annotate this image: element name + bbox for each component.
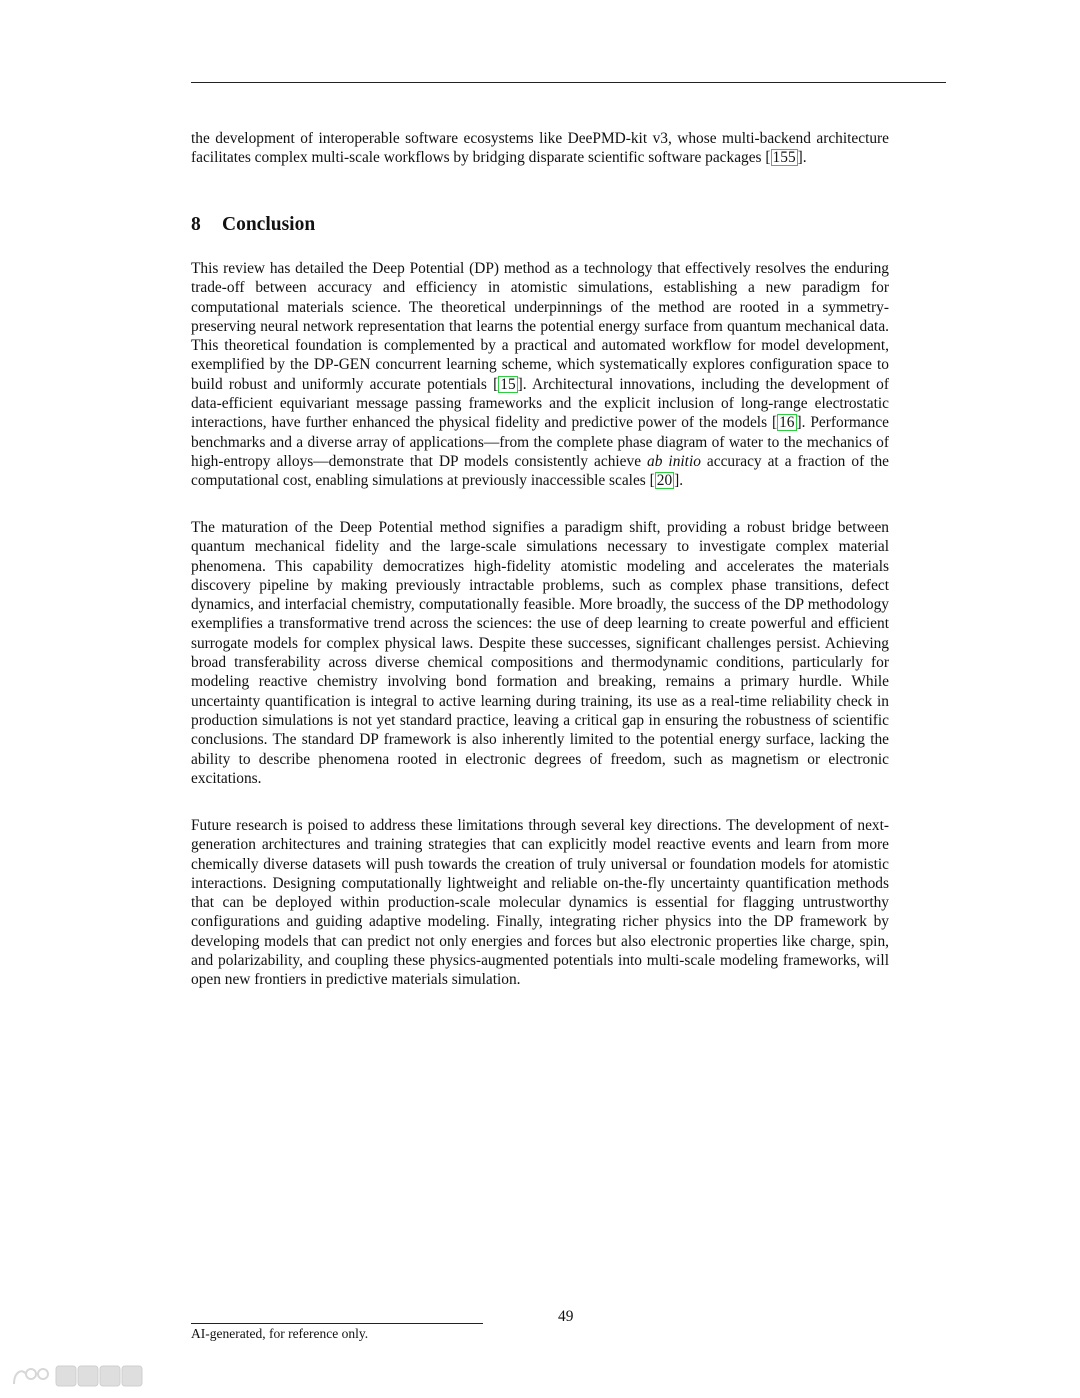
paragraph-text: This review has detailed the Deep Potential (DP) method as a technology that effectively resolves the enduring trade-off between accuracy and efficiency in atomistic simulations, establishing a new paradigm for computational materials science. The theoretical underpinnings of the method are rooted in a symmetry-preserving neural network representation that learns the potential energy surface from quantum mechanical data. This theoretical foundation is complemented by a practical and automated workflow for model development, exemplified by the DP-GEN concurrent learning scheme, which systematically explores configuration space to build robust and uniformly accurate potentials [ 15 ]. Architectural innovations, including the development of data-efficient equivariant message passing frameworks and the explicit inclusion of long-range electrostatic interactions, have further enhanced the physical fidelity and predictive power of the models [ 16 ]. Performance benchmarks and a diverse array of applications—from the complete phase diagram of water to the mechanics of high-entropy alloys—demonstrate that DP models consistently achieve ab initio accuracy at a fraction of the computational cost, enabling simulations at previously inaccessible scales [ 20 ].	[191, 260, 889, 490]
section-title: Conclusion	[222, 214, 316, 235]
paragraph-intro-continuation	[191, 129, 889, 168]
footnote-rule	[191, 1323, 483, 1324]
citation-link[interactable]: 15	[500, 375, 516, 393]
page-number: 49	[558, 1308, 574, 1325]
paragraph-text: Future research is poised to address these limitations through several key directions. The development of next-generation architectures and training strategies that can explicitly model reactive events and learn from more chemically diverse datasets will push towards the creation of truly universal or foundation models for atomistic interactions. Designing computationally lightweight and reliable on-the-fly uncertainty quantification methods that can be deployed within production-scale molecular dynamics is essential for flagging untrustworthy configurations and guiding adaptive modeling. Finally, integrating richer physics into the DP framework by developing models that can predict not only energies and forces but also electronic properties like charge, spin, and polarizability, and coupling these physics-augmented potentials into multi-scale modeling frameworks, will open new frontiers in predictive materials simulation.	[191, 817, 889, 989]
paragraph-conclusion-2	[191, 518, 889, 788]
header-rule	[191, 82, 946, 83]
citation-link[interactable]: 20	[656, 472, 673, 490]
italic-term: ab initio	[647, 452, 701, 470]
paragraph-text: The maturation of the Deep Potential method signifies a paradigm shift, providing a robust bridge between quantum mechanical fidelity and the large-scale simulations necessary to investigate complex material phenomena. This capability democratizes high-fidelity atomistic modeling and accelerates the materials discovery pipeline by making previously intractable problems, such as complex phase transitions, defect dynamics, and interfacial chemistry, computationally feasible. More broadly, the success of the DP methodology exemplifies a transformative trend across the sciences: the use of deep learning to create powerful and efficient surrogate models for complex physical laws. Despite these successes, significant challenges persist. Achieving broad transferability across diverse chemical compositions and thermodynamic conditions, particularly for modeling reactive chemistry involving bond formation and breaking, remains a primary hurdle. While uncertainty quantification is integral to active learning during training, its use as a real-time reliability check in production simulations is not yet standard practice, leaving a critical gap in ensuring the robustness of scientific conclusions. The standard DP framework is also inherently limited to the potential energy surface, lacking the ability to describe phenomena rooted in electronic degrees of freedom, such as magnetism or electronic excitations.	[191, 519, 889, 787]
citation-link[interactable]: 16	[779, 414, 795, 432]
section-number: 8	[191, 214, 201, 235]
paragraph-conclusion-3	[191, 816, 889, 990]
paragraph-text: the development of interoperable software ecosystems like DeePMD-kit v3, whose multi-backend architecture facilitates complex multi-scale workflows by bridging disparate scientific software packages [ 155 ].	[191, 130, 889, 167]
watermark-logo	[10, 1362, 146, 1390]
watermark-icon	[10, 1362, 146, 1390]
citation-link[interactable]: 155	[772, 149, 796, 167]
section-heading	[191, 214, 315, 236]
footnote-text: AI-generated, for reference only.	[191, 1326, 369, 1341]
paragraph-conclusion-1	[191, 259, 889, 491]
